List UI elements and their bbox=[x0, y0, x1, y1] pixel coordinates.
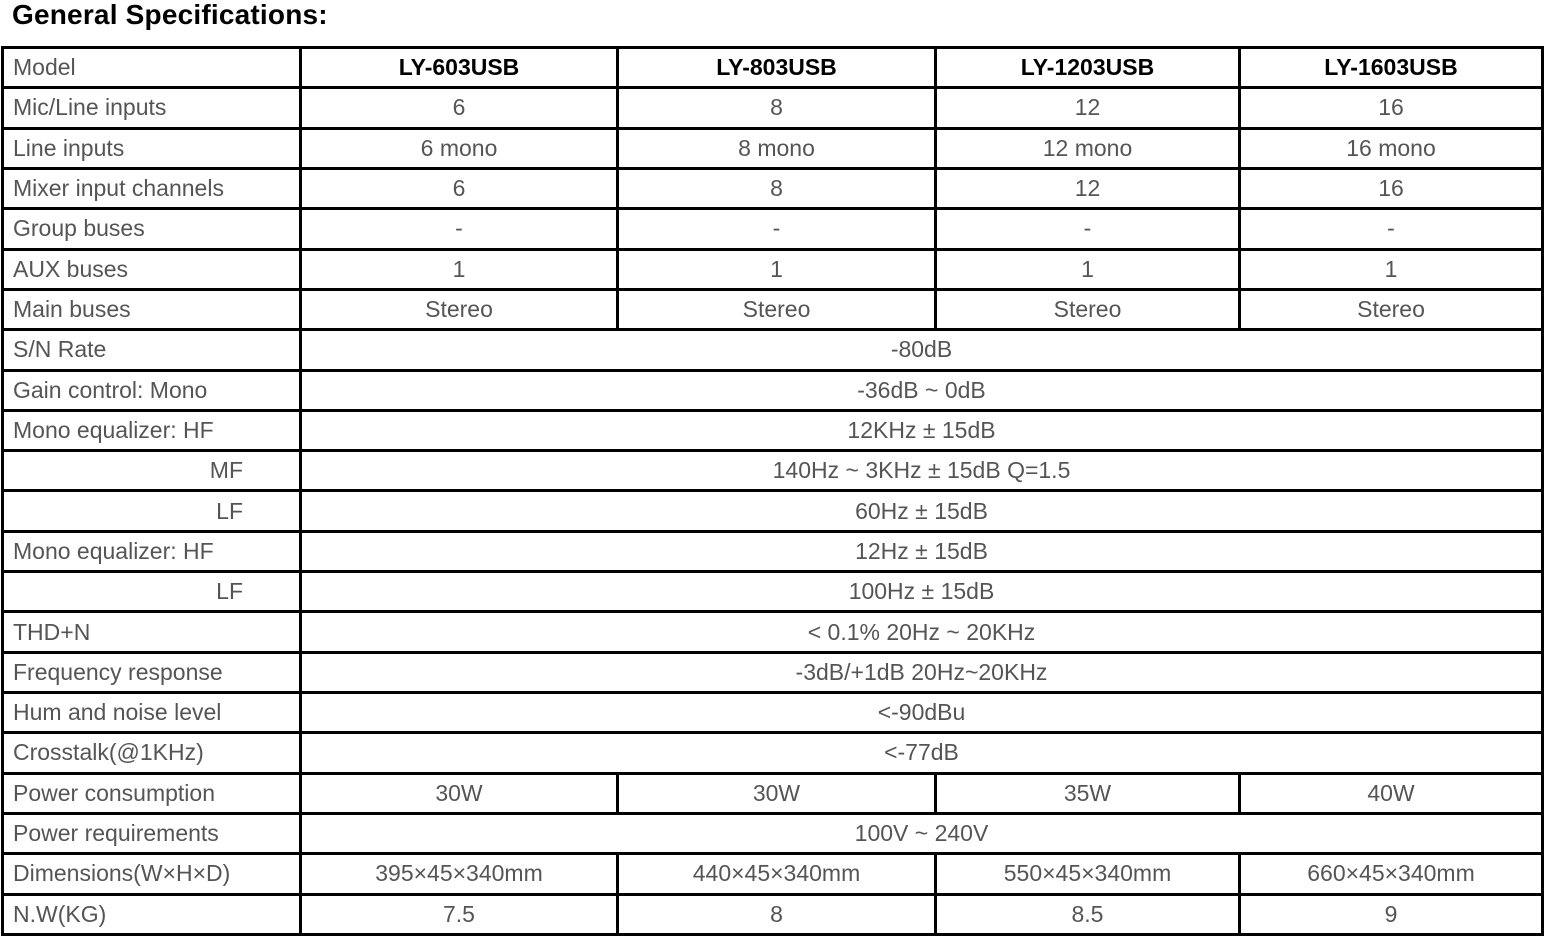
spec-value-shared: <-90dBu bbox=[301, 693, 1543, 733]
table-row bbox=[3, 491, 1543, 531]
table-row bbox=[3, 531, 1543, 571]
table-row bbox=[3, 249, 1543, 289]
spec-value: 440×45×340mm bbox=[618, 854, 936, 894]
table-row bbox=[3, 813, 1543, 853]
spec-value-shared: 12Hz ± 15dB bbox=[301, 531, 1543, 571]
spec-label: Mixer input channels bbox=[3, 168, 301, 208]
spec-label: Group buses bbox=[3, 209, 301, 249]
spec-label: Hum and noise level bbox=[3, 693, 301, 733]
spec-value: 8 bbox=[618, 894, 936, 934]
spec-label: Power consumption bbox=[3, 773, 301, 813]
spec-value-shared: 60Hz ± 15dB bbox=[301, 491, 1543, 531]
spec-value-shared: -36dB ~ 0dB bbox=[301, 370, 1543, 410]
spec-value: 6 mono bbox=[301, 128, 618, 168]
spec-value: 1 bbox=[618, 249, 936, 289]
spec-value: Stereo bbox=[936, 289, 1240, 329]
model-ly-603usb: LY-603USB bbox=[301, 48, 618, 88]
spec-value: - bbox=[618, 209, 936, 249]
spec-value: - bbox=[1240, 209, 1543, 249]
spec-label: Frequency response bbox=[3, 652, 301, 692]
spec-label: Line inputs bbox=[3, 128, 301, 168]
table-row bbox=[3, 612, 1543, 652]
table-row bbox=[3, 209, 1543, 249]
table-header-row bbox=[3, 48, 1543, 88]
spec-value: 12 mono bbox=[936, 128, 1240, 168]
spec-value: 40W bbox=[1240, 773, 1543, 813]
table-row bbox=[3, 410, 1543, 450]
model-ly-1203usb: LY-1203USB bbox=[936, 48, 1240, 88]
table-row bbox=[3, 289, 1543, 329]
spec-value: 16 bbox=[1240, 168, 1543, 208]
spec-value: - bbox=[936, 209, 1240, 249]
spec-value: Stereo bbox=[301, 289, 618, 329]
spec-label: Dimensions(W×H×D) bbox=[3, 854, 301, 894]
table-row bbox=[3, 572, 1543, 612]
specifications-table bbox=[1, 46, 1544, 936]
spec-label: Power requirements bbox=[3, 813, 301, 853]
spec-label: Mono equalizer: HF bbox=[3, 531, 301, 571]
spec-value: 8 bbox=[618, 168, 936, 208]
model-ly-803usb: LY-803USB bbox=[618, 48, 936, 88]
spec-label: Main buses bbox=[3, 289, 301, 329]
table-row bbox=[3, 370, 1543, 410]
spec-label: Crosstalk(@1KHz) bbox=[3, 733, 301, 773]
spec-value: - bbox=[301, 209, 618, 249]
spec-value: 6 bbox=[301, 168, 618, 208]
model-label: Model bbox=[3, 48, 301, 88]
spec-value: 35W bbox=[936, 773, 1240, 813]
spec-value-shared: -3dB/+1dB 20Hz~20KHz bbox=[301, 652, 1543, 692]
table-row bbox=[3, 652, 1543, 692]
table-row bbox=[3, 773, 1543, 813]
spec-value: 1 bbox=[936, 249, 1240, 289]
spec-value-shared: 140Hz ~ 3KHz ± 15dB Q=1.5 bbox=[301, 451, 1543, 491]
spec-value-shared: -80dB bbox=[301, 330, 1543, 370]
spec-label: THD+N bbox=[3, 612, 301, 652]
spec-label: Mic/Line inputs bbox=[3, 88, 301, 128]
spec-label: LF bbox=[3, 491, 301, 531]
spec-value: 12 bbox=[936, 168, 1240, 208]
spec-value-shared: 100Hz ± 15dB bbox=[301, 572, 1543, 612]
spec-value: 30W bbox=[618, 773, 936, 813]
spec-value: 1 bbox=[1240, 249, 1543, 289]
spec-value: 16 mono bbox=[1240, 128, 1543, 168]
model-ly-1603usb: LY-1603USB bbox=[1240, 48, 1543, 88]
spec-value: 9 bbox=[1240, 894, 1543, 934]
spec-value: 8 bbox=[618, 88, 936, 128]
spec-value: 8.5 bbox=[936, 894, 1240, 934]
spec-value: 1 bbox=[301, 249, 618, 289]
table-row bbox=[3, 894, 1543, 934]
table-row bbox=[3, 330, 1543, 370]
spec-label: Gain control: Mono bbox=[3, 370, 301, 410]
spec-value-shared: 12KHz ± 15dB bbox=[301, 410, 1543, 450]
spec-value: 6 bbox=[301, 88, 618, 128]
spec-label: MF bbox=[3, 451, 301, 491]
spec-value: 16 bbox=[1240, 88, 1543, 128]
table-row bbox=[3, 854, 1543, 894]
spec-value: 12 bbox=[936, 88, 1240, 128]
spec-value: Stereo bbox=[618, 289, 936, 329]
spec-value: 8 mono bbox=[618, 128, 936, 168]
spec-value-shared: 100V ~ 240V bbox=[301, 813, 1543, 853]
spec-value: 395×45×340mm bbox=[301, 854, 618, 894]
page-title: General Specifications: bbox=[12, 0, 328, 30]
spec-value: 7.5 bbox=[301, 894, 618, 934]
spec-value-shared: <-77dB bbox=[301, 733, 1543, 773]
spec-label: AUX buses bbox=[3, 249, 301, 289]
table-row bbox=[3, 693, 1543, 733]
spec-value: 660×45×340mm bbox=[1240, 854, 1543, 894]
specifications-table-body bbox=[3, 48, 1543, 935]
spec-label: N.W(KG) bbox=[3, 894, 301, 934]
table-row bbox=[3, 168, 1543, 208]
spec-label: Mono equalizer: HF bbox=[3, 410, 301, 450]
table-row bbox=[3, 451, 1543, 491]
table-row bbox=[3, 733, 1543, 773]
spec-value: 550×45×340mm bbox=[936, 854, 1240, 894]
spec-value: 30W bbox=[301, 773, 618, 813]
spec-label: S/N Rate bbox=[3, 330, 301, 370]
spec-value-shared: < 0.1% 20Hz ~ 20KHz bbox=[301, 612, 1543, 652]
spec-label: LF bbox=[3, 572, 301, 612]
table-row bbox=[3, 88, 1543, 128]
table-row bbox=[3, 128, 1543, 168]
spec-value: Stereo bbox=[1240, 289, 1543, 329]
